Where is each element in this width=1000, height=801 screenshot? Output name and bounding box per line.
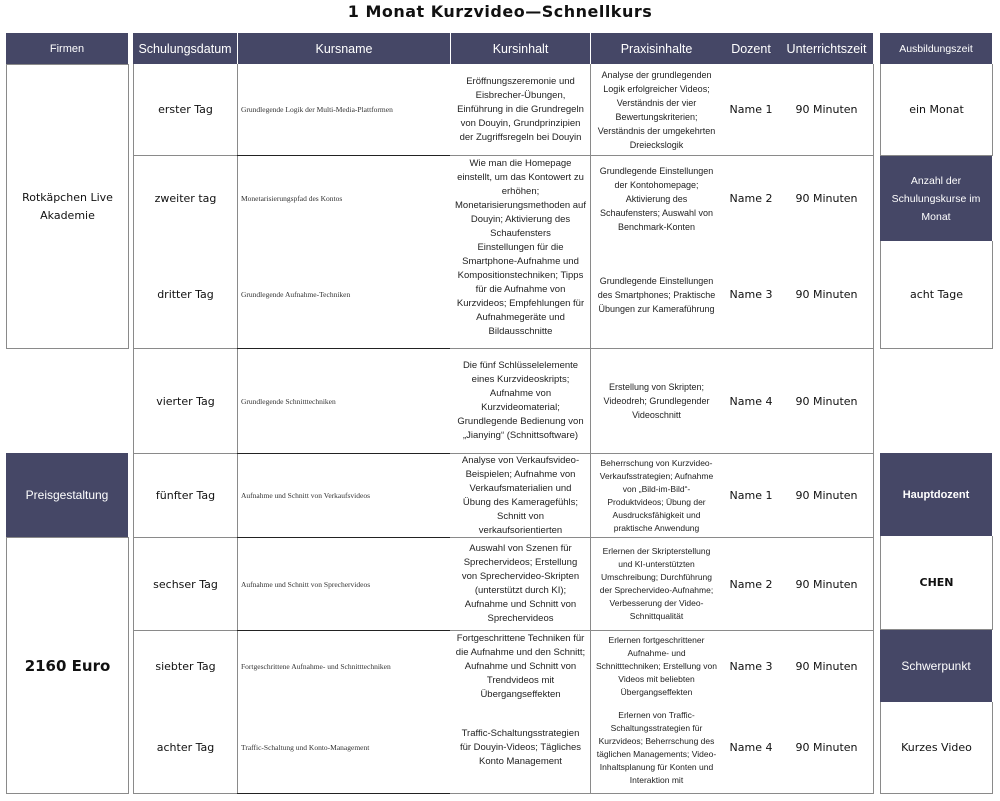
- row-time: 90 Minuten: [795, 741, 858, 754]
- row-practice: Grundlegende Einstellungen des Smartphones; Praktische Übungen zur Kameraführung: [597, 275, 716, 314]
- row-practice: Analyse der grundlegenden Logik erfolgreicher Videos; Verständnis der vier Bewertungskriterien; Verständnis der umgekehrten Dreieckslogik: [597, 69, 716, 150]
- row-teacher: Name 2: [729, 192, 773, 205]
- row-content: Die fünf Schlüsselelemente eines Kurzvideoskripts; Aufnahme von Kurzvideomaterial; Grundlegende Bedienung von „Jianying“ (Schnittsoftware): [457, 360, 584, 441]
- row-practice: Erlernen von Traffic-Schaltungsstrategien für Kurzvideos; Beherrschung des täglichen Managements; Video-Inhaltsplanung für Konten und Interaktion mit: [596, 709, 717, 785]
- row-teacher: Name 1: [729, 103, 773, 116]
- row-time: 90 Minuten: [795, 192, 858, 205]
- row-time: 90 Minuten: [795, 577, 858, 591]
- row-content: Auswahl von Szenen für Sprechervideos; Erstellung von Sprechervideo-Skripten (unterstützt durch KI); Aufnahme und Schnitt von Sprechervideos: [461, 543, 580, 624]
- row-day: sechser Tag: [153, 577, 218, 591]
- row-teacher: Name 4: [729, 741, 773, 754]
- row-content: Einstellungen für die Smartphone-Aufnahme und Kompositionstechniken; Tipps für die Aufnahme von Kurzvideos; Empfehlungen für Aufnahmegeräte und Bildausschnitte: [456, 242, 585, 337]
- row-practice: Beherrschung von Kurzvideo-Verkaufsstrategien; Aufnahme von „Bild-im-Bild“-Produktvideos; Übung der Ausdrucksfähigkeit und praktische Anwendung: [599, 457, 714, 533]
- row-teacher: Name 2: [729, 577, 773, 591]
- company-name: Rotkäpchen Live Akademie: [6, 64, 129, 349]
- row-time: 90 Minuten: [795, 103, 858, 116]
- row-day: erster Tag: [158, 103, 213, 116]
- row-day: vierter Tag: [156, 394, 215, 408]
- row-content: Analyse von Verkaufsvideo-Beispielen; Aufnahme von Verkaufsmaterialien und Übung des Kameragefühls; Schnitt von verkaufsorientierten: [461, 455, 580, 536]
- price-value: 2160 Euro: [6, 537, 129, 794]
- row-content: Traffic-Schaltungsstrategien für Douyin-Videos; Tägliches Konto Management: [459, 727, 582, 767]
- row-teacher: Name 3: [729, 288, 773, 301]
- teacher-label: Hauptdozent: [880, 453, 992, 536]
- grid-line: [237, 793, 450, 794]
- header-kursinhalt: Kursinhalt: [451, 33, 590, 64]
- row-time: 90 Minuten: [795, 489, 858, 502]
- page-title: 1 Monat Kurzvideo—Schnellkurs: [347, 2, 653, 21]
- focus-label: Schwerpunkt: [880, 630, 992, 702]
- row-teacher: Name 1: [729, 489, 773, 502]
- row-course: Grundlegende Aufnahme-Techniken: [241, 290, 351, 299]
- row-day: achter Tag: [156, 741, 215, 754]
- focus-value: Kurzes Video: [880, 702, 993, 794]
- duration-value: ein Monat: [880, 64, 993, 156]
- row-practice: Erlernen fortgeschrittener Aufnahme- und Schnitttechniken; Erstellung von Videos mit beliebten Übergangseffekten: [596, 635, 717, 697]
- row-course: Aufnahme und Schnitt von Sprechervideos: [241, 579, 371, 589]
- courses-value: acht Tage: [880, 241, 993, 349]
- teacher-value: CHEN: [880, 536, 993, 630]
- header-dozent: Dozent: [722, 33, 780, 64]
- header-unterrichtszeit: Unterrichtszeit: [780, 33, 873, 64]
- row-day: siebter Tag: [155, 660, 216, 673]
- row-time: 90 Minuten: [795, 288, 858, 301]
- row-practice: Grundlegende Einstellungen der Kontohomepage; Aktivierung des Schaufensters; Auswahl von Benchmark-Konten: [599, 165, 714, 232]
- header-schulungsdatum: Schulungsdatum: [133, 33, 237, 64]
- row-course: Grundlegende Logik der Multi-Media-Plattformen: [241, 105, 393, 114]
- row-course: Monetarisierungspfad des Kontos: [241, 194, 343, 203]
- courses-label: Anzahl der Schulungskurse im Monat: [880, 156, 992, 241]
- row-content: Fortgeschrittene Techniken für die Aufnahme und den Schnitt; Aufnahme und Schnitt von Trendvideos mit Übergangseffekten: [455, 632, 586, 700]
- row-day: zweiter tag: [154, 192, 217, 205]
- row-course: Traffic-Schaltung und Konto-Management: [241, 743, 370, 752]
- header-praxisinhalte: Praxisinhalte: [591, 33, 722, 64]
- row-day: dritter Tag: [157, 288, 214, 301]
- pricing-label: Preisgestaltung: [6, 453, 128, 537]
- right-blank-cell: [880, 349, 993, 453]
- header-kursname: Kursname: [238, 33, 450, 64]
- row-teacher: Name 3: [729, 660, 773, 673]
- row-practice: Erstellung von Skripten; Videodreh; Grundlegender Videoschnitt: [603, 382, 710, 420]
- row-teacher: Name 4: [729, 394, 773, 408]
- row-practice: Erlernen der Skripterstellung und KI-unterstützten Umschreibung; Durchführung der Sprechervideo-Aufnahme; Verbesserung der Video-Schnittqualität: [599, 546, 714, 621]
- row-day: fünfter Tag: [155, 489, 216, 502]
- row-time: 90 Minuten: [795, 660, 858, 673]
- ausbildungszeit-header: Ausbildungszeit: [880, 33, 992, 64]
- row-course: Aufnahme und Schnitt von Verkaufsvideos: [241, 491, 371, 500]
- row-course: Grundlegende Schnitttechniken: [241, 396, 336, 406]
- left-blank-cell: [6, 349, 129, 453]
- row-course: Fortgeschrittene Aufnahme- und Schnitttechniken: [241, 662, 391, 671]
- grid-line: [873, 64, 874, 794]
- row-time: 90 Minuten: [795, 394, 858, 408]
- row-content: Wie man die Homepage einstellt, um das Kontowert zu erhöhen; Monetarisierungsmethoden auf Douyin; Aktivierung des Schaufensters: [455, 157, 586, 239]
- row-content: Eröffnungszeremonie und Eisbrecher-Übungen, Einführung in die Grundregeln von Douyin, Grundprinzipien der Zugriffsregeln bei Douyin: [457, 75, 584, 143]
- firmen-header: Firmen: [6, 33, 128, 64]
